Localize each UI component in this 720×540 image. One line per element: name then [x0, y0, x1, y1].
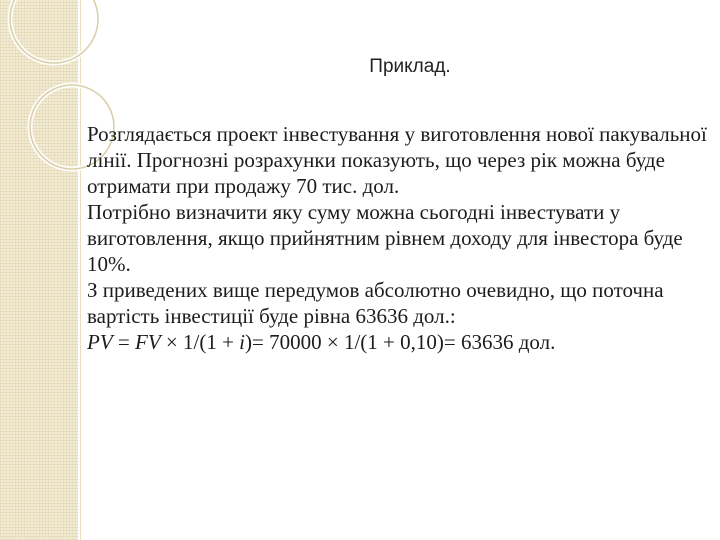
formula-i: i [239, 330, 246, 354]
formula-fv: FV [135, 330, 161, 354]
formula-equals: = [112, 330, 135, 354]
formula-part2: )= 70000 × 1/(1 + 0,10)= 63636 дол. [245, 330, 556, 354]
paragraph-problem: Розглядається проект інвестування у виготовлення нової пакувальної лінії. Прогнозні розрахунки показують, що через рік можна буде отримати при продажу 70 тис. дол. [87, 122, 707, 198]
paragraph-answer: З приведених вище передумов абсолютно очевидно, що поточна вартість інвестиції буде рівна 63636 дол.: [87, 278, 664, 328]
decorative-circle-large [10, 0, 98, 63]
slide-title: Приклад. [369, 56, 451, 77]
slide-body [87, 121, 712, 355]
formula-pv: PV [87, 330, 113, 354]
formula [87, 329, 712, 355]
formula-part1: × 1/(1 + [160, 330, 240, 354]
paragraph-question: Потрібно визначити яку суму можна сьогодні інвестувати у виготовлення, якщо прийнятним рівнем доходу для інвестора буде 10%. [87, 200, 683, 276]
